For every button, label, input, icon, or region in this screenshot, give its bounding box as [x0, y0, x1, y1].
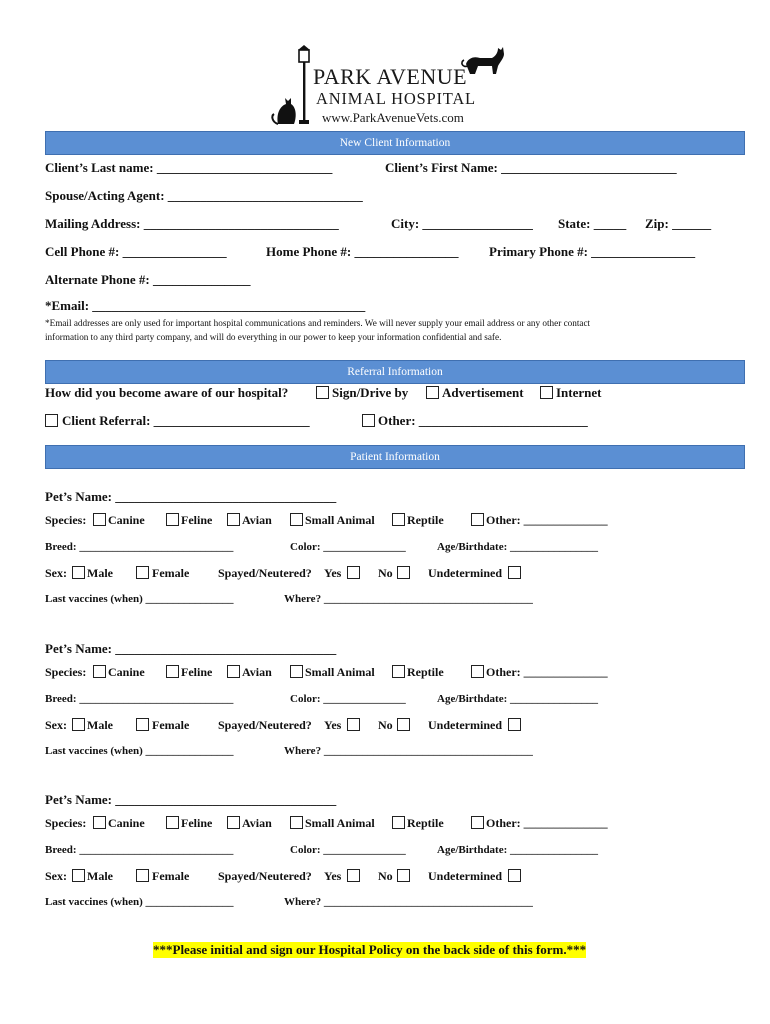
species-other-checkbox[interactable]	[471, 513, 484, 526]
referral-other-checkbox[interactable]	[362, 414, 375, 427]
species-feline-label: Feline	[181, 513, 213, 527]
spayed-neutered-label: Spayed/Neutered?	[218, 566, 312, 580]
spayed-yes-checkbox[interactable]	[347, 566, 360, 579]
species-canine-label: Canine	[108, 816, 145, 830]
species-avian-label: Avian	[242, 513, 272, 527]
species-feline-checkbox[interactable]	[166, 665, 179, 678]
spayed-yes-label: Yes	[324, 566, 342, 580]
spayed-undetermined-label: Undetermined	[428, 566, 502, 580]
hospital-policy-note: ***Please initial and sign our Hospital Policy on the back side of this form.***	[153, 942, 587, 957]
client-first-name-field[interactable]: Client’s First Name: ___________________________	[385, 160, 677, 175]
last-vaccines-field[interactable]: Last vaccines (when) ________________	[45, 896, 234, 908]
color-field[interactable]: Color: _______________	[290, 693, 406, 705]
referral-question: How did you become aware of our hospital?	[45, 385, 289, 400]
sex-female-checkbox[interactable]	[136, 566, 149, 579]
sex-label: Sex:	[45, 718, 67, 732]
pet-name-field[interactable]: Pet’s Name: __________________________________	[45, 792, 337, 807]
mailing-address-field[interactable]: Mailing Address: ______________________________	[45, 216, 339, 231]
species-avian-checkbox[interactable]	[227, 665, 240, 678]
client-referral-field[interactable]: Client Referral: ________________________	[62, 413, 310, 428]
species-reptile-checkbox[interactable]	[392, 816, 405, 829]
internet-label: Internet	[556, 385, 602, 400]
sex-female-checkbox[interactable]	[136, 869, 149, 882]
spayed-no-label: No	[378, 718, 393, 732]
sex-male-label: Male	[87, 869, 113, 883]
species-feline-label: Feline	[181, 665, 213, 679]
spayed-undetermined-checkbox[interactable]	[508, 566, 521, 579]
spayed-yes-checkbox[interactable]	[347, 718, 360, 731]
pet-block-2	[0, 641, 770, 766]
alternate-phone-field[interactable]: Alternate Phone #: _______________	[45, 272, 251, 287]
client-last-name-field[interactable]: Client’s Last name: ___________________________	[45, 160, 333, 175]
logo-website: www.ParkAvenueVets.com	[322, 110, 464, 125]
breed-field[interactable]: Breed: ____________________________	[45, 844, 234, 856]
species-other-field[interactable]: Other: ______________	[486, 513, 608, 527]
pet-block-3	[0, 792, 770, 917]
age-birthdate-field[interactable]: Age/Birthdate: ________________	[437, 693, 599, 705]
home-phone-field[interactable]: Home Phone #: ________________	[266, 244, 459, 259]
logo-name-line2: ANIMAL HOSPITAL	[316, 89, 476, 108]
city-field[interactable]: City: _________________	[391, 216, 533, 231]
species-canine-checkbox[interactable]	[93, 513, 106, 526]
last-vaccines-field[interactable]: Last vaccines (when) ________________	[45, 745, 234, 757]
species-label: Species:	[45, 513, 87, 527]
species-small-animal-label: Small Animal	[305, 665, 375, 679]
client-referral-checkbox[interactable]	[45, 414, 58, 427]
spayed-no-checkbox[interactable]	[397, 566, 410, 579]
species-other-field[interactable]: Other: ______________	[486, 665, 608, 679]
sex-label: Sex:	[45, 566, 67, 580]
advertisement-label: Advertisement	[442, 385, 524, 400]
spayed-yes-label: Yes	[324, 718, 342, 732]
vaccines-where-field[interactable]: Where? ______________________________________	[284, 896, 533, 908]
spayed-undetermined-label: Undetermined	[428, 718, 502, 732]
spouse-agent-field[interactable]: Spouse/Acting Agent: ______________________________	[45, 188, 363, 203]
spayed-neutered-label: Spayed/Neutered?	[218, 718, 312, 732]
spayed-no-checkbox[interactable]	[397, 869, 410, 882]
age-birthdate-field[interactable]: Age/Birthdate: ________________	[437, 844, 599, 856]
vaccines-where-field[interactable]: Where? ______________________________________	[284, 745, 533, 757]
species-small-animal-label: Small Animal	[305, 816, 375, 830]
spayed-yes-label: Yes	[324, 869, 342, 883]
species-feline-label: Feline	[181, 816, 213, 830]
state-field[interactable]: State: _____	[558, 216, 627, 231]
sex-male-label: Male	[87, 566, 113, 580]
spayed-no-label: No	[378, 566, 393, 580]
species-reptile-label: Reptile	[407, 816, 444, 830]
species-canine-label: Canine	[108, 513, 145, 527]
species-reptile-checkbox[interactable]	[392, 665, 405, 678]
vaccines-where-field[interactable]: Where? ______________________________________	[284, 593, 533, 605]
primary-phone-field[interactable]: Primary Phone #: ________________	[489, 244, 696, 259]
sex-female-label: Female	[152, 869, 190, 883]
internet-checkbox[interactable]	[540, 386, 553, 399]
species-reptile-label: Reptile	[407, 665, 444, 679]
species-avian-checkbox[interactable]	[227, 513, 240, 526]
species-small-animal-checkbox[interactable]	[290, 816, 303, 829]
species-small-animal-checkbox[interactable]	[290, 513, 303, 526]
species-avian-label: Avian	[242, 665, 272, 679]
species-canine-checkbox[interactable]	[93, 816, 106, 829]
advertisement-checkbox[interactable]	[426, 386, 439, 399]
spayed-yes-checkbox[interactable]	[347, 869, 360, 882]
age-birthdate-field[interactable]: Age/Birthdate: ________________	[437, 541, 599, 553]
species-reptile-label: Reptile	[407, 513, 444, 527]
logo-name-line1: PARK AVENUE	[313, 64, 468, 89]
sex-female-label: Female	[152, 566, 190, 580]
sex-female-checkbox[interactable]	[136, 718, 149, 731]
species-canine-label: Canine	[108, 665, 145, 679]
breed-field[interactable]: Breed: ____________________________	[45, 541, 234, 553]
referral-other-field[interactable]: Other: __________________________	[378, 413, 588, 428]
species-other-field[interactable]: Other: ______________	[486, 816, 608, 830]
spayed-undetermined-checkbox[interactable]	[508, 718, 521, 731]
sex-male-checkbox[interactable]	[72, 566, 85, 579]
logo	[270, 44, 520, 126]
sex-label: Sex:	[45, 869, 67, 883]
color-field[interactable]: Color: _______________	[290, 844, 406, 856]
sign-drive-label: Sign/Drive by	[332, 385, 409, 400]
pet-name-field[interactable]: Pet’s Name: __________________________________	[45, 489, 337, 504]
sex-male-checkbox[interactable]	[72, 869, 85, 882]
species-label: Species:	[45, 816, 87, 830]
species-label: Species:	[45, 665, 87, 679]
sign-drive-checkbox[interactable]	[316, 386, 329, 399]
zip-field[interactable]: Zip: ______	[645, 216, 712, 231]
species-avian-checkbox[interactable]	[227, 816, 240, 829]
cell-phone-field[interactable]: Cell Phone #: ________________	[45, 244, 227, 259]
species-other-checkbox[interactable]	[471, 816, 484, 829]
color-field[interactable]: Color: _______________	[290, 541, 406, 553]
species-feline-checkbox[interactable]	[166, 816, 179, 829]
email-field[interactable]: *Email: __________________________________________	[45, 298, 366, 313]
spayed-no-label: No	[378, 869, 393, 883]
species-small-animal-checkbox[interactable]	[290, 665, 303, 678]
section-header-patient: Patient Information	[45, 445, 745, 469]
spayed-undetermined-checkbox[interactable]	[508, 869, 521, 882]
pet-name-field[interactable]: Pet’s Name: __________________________________	[45, 641, 337, 656]
spayed-no-checkbox[interactable]	[397, 718, 410, 731]
sex-male-checkbox[interactable]	[72, 718, 85, 731]
last-vaccines-field[interactable]: Last vaccines (when) ________________	[45, 593, 234, 605]
spayed-undetermined-label: Undetermined	[428, 869, 502, 883]
species-other-checkbox[interactable]	[471, 665, 484, 678]
breed-field[interactable]: Breed: ____________________________	[45, 693, 234, 705]
sex-female-label: Female	[152, 718, 190, 732]
spayed-neutered-label: Spayed/Neutered?	[218, 869, 312, 883]
species-canine-checkbox[interactable]	[93, 665, 106, 678]
email-note-line1: *Email addresses are only used for important hospital communications and reminders. We will never supply your email address or any other contact	[45, 318, 591, 328]
section-header-new-client: New Client Information	[45, 131, 745, 155]
species-small-animal-label: Small Animal	[305, 513, 375, 527]
species-avian-label: Avian	[242, 816, 272, 830]
section-header-referral: Referral Information	[45, 360, 745, 384]
species-reptile-checkbox[interactable]	[392, 513, 405, 526]
species-feline-checkbox[interactable]	[166, 513, 179, 526]
sex-male-label: Male	[87, 718, 113, 732]
pet-block-1	[0, 489, 770, 614]
email-note-line2: information to any third party company, and will do everything in our power to keep your information confidential and safe.	[45, 332, 502, 342]
